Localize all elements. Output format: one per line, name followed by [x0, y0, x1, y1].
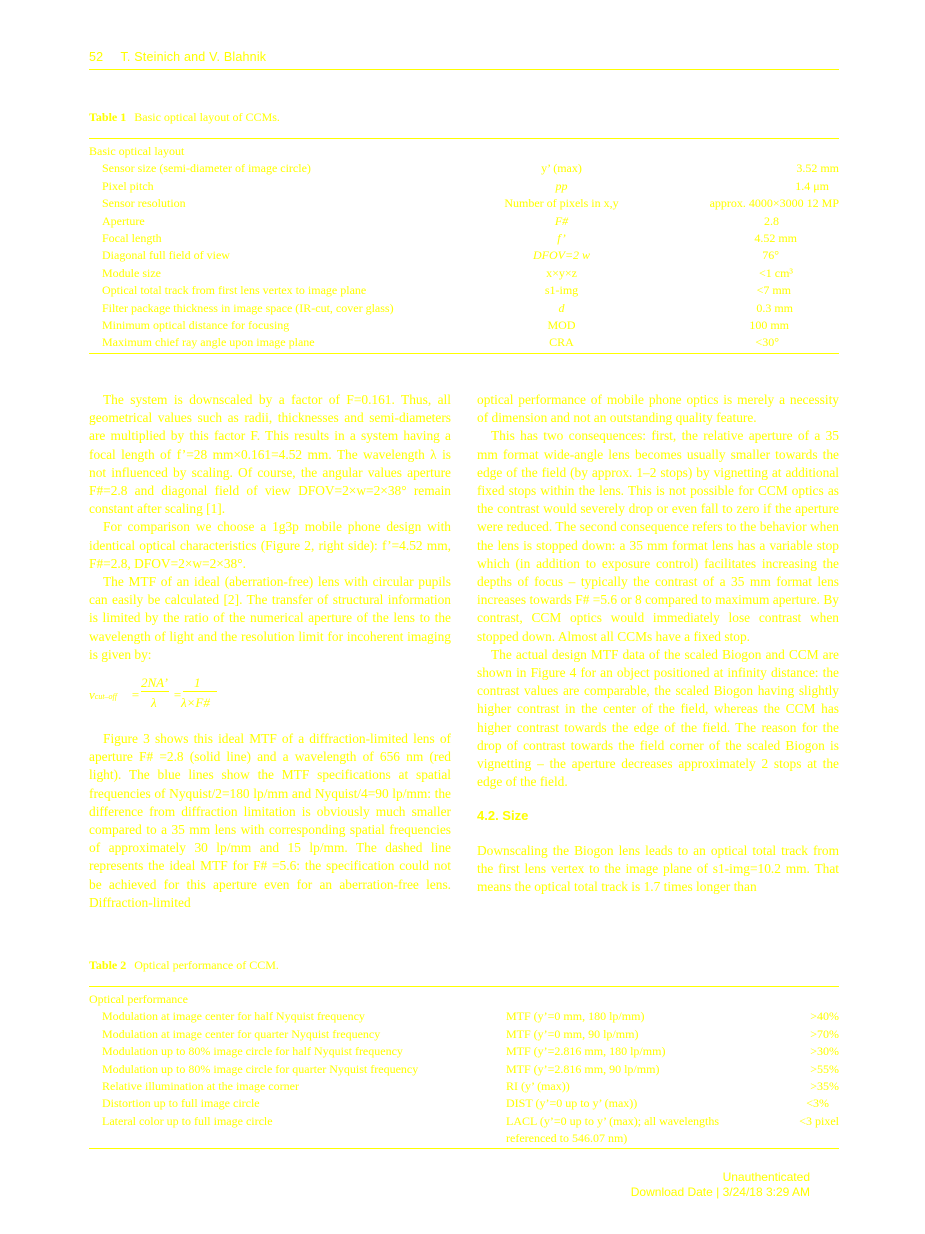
table1-symbol: pp: [555, 178, 568, 193]
table2-symbol: MTF (y’=2.816 mm, 180 lp/mm): [506, 1044, 666, 1059]
table2-symbol: MTF (y’=2.816 mm, 90 lp/mm): [506, 1061, 660, 1076]
table2-caption: [89, 958, 279, 973]
table1-value: 4.52 mm: [754, 231, 797, 246]
table1-value: 1.4 μm: [795, 178, 829, 193]
table-row: [89, 317, 839, 334]
eq-num-1: 2NA’: [141, 675, 168, 691]
eq-lhs-sub: cut–off: [94, 692, 117, 702]
paragraph: optical performance of mobile phone optics is merely a necessity of dimension and not an outstanding quality feature.: [477, 392, 839, 426]
eq-equals-1: =: [131, 687, 140, 703]
table1-value: 2.8: [764, 213, 779, 228]
table2-param: Lateral color up to full image circle: [102, 1113, 273, 1128]
table1-param: Diagonal full field of view: [102, 248, 230, 263]
paragraph: Downscaling the Biogon lens leads to an optical total track from the first lens vertex to the image plane of s1-img=10.2 mm. That means the optical total track is 1.7 times longer than: [477, 842, 839, 895]
table2-value: >70%: [810, 1026, 839, 1041]
table1-param: Focal length: [102, 231, 162, 246]
eq-equals-2: =: [173, 687, 182, 703]
table-row: [89, 1078, 839, 1095]
table2-value: <3 pixel: [799, 1113, 839, 1128]
table1-symbol: f’: [557, 231, 566, 246]
table1-symbol: x×y×z: [546, 265, 577, 280]
table-row: [89, 1061, 839, 1078]
footer-line-1: Unauthenticated: [722, 1170, 810, 1184]
table-row: [89, 334, 839, 351]
table2-section-row: [89, 991, 839, 1008]
header-authors: T. Steinich and V. Blahnik: [120, 50, 267, 64]
eq-den-2: λ×F#: [181, 695, 210, 711]
table1-caption-text: Basic optical layout of CCMs.: [134, 110, 280, 124]
eq-lhs: νcut–off: [89, 687, 117, 703]
table1-section-title: Basic optical layout: [89, 144, 185, 158]
table2-symbol: MTF (y’=0 mm, 90 lp/mm): [506, 1026, 639, 1041]
table2-symbol: LACL (y’=0 up to y’ (max); all wavelengths: [506, 1113, 720, 1128]
download-footer: [631, 1170, 810, 1200]
table-row: [89, 160, 839, 177]
table2-param: Modulation at image center for half Nyquist frequency: [102, 1009, 365, 1024]
table1-value: <1 cm³: [758, 265, 793, 280]
table1-param: Aperture: [102, 213, 145, 228]
table-row: [89, 300, 839, 317]
table1-param: Sensor size (semi-diameter of image circle): [102, 161, 311, 176]
table1: [89, 143, 839, 352]
table2-value: >30%: [810, 1044, 839, 1059]
table2-caption-text: Optical performance of CCM.: [134, 958, 279, 972]
paragraph: The actual design MTF data of the scaled Biogon and CCM are shown in Figure 4 for an object positioned at infinity distance: the contrast values are comparable, the scaled Biogon having slightly higher contrast in the center of the field, whereas the CCM has higher contrast towards the edge of the field. The reason for the drop of contrast towards the field corner of the scaled Biogon is vignetting – the aperture decreases approximately 2 stops at the edge of the field.: [477, 646, 839, 790]
table-row: [89, 230, 839, 247]
table-row: [89, 1008, 839, 1025]
table1-symbol: d: [558, 300, 565, 315]
right-column: [477, 391, 839, 896]
eq-den-1: λ: [151, 695, 157, 711]
table1-symbol: F#: [554, 213, 569, 228]
table1-value: 100 mm: [749, 318, 789, 333]
table1-value: <7 mm: [756, 283, 791, 298]
table1-symbol: MOD: [547, 318, 576, 333]
paragraph: The system is downscaled by a factor of F=0.161. Thus, all geometrical values such as radii, thicknesses and semi-diameters are multiplied by this factor F. This results in a system having a focal length of f’=28 mm×0.161=4.52 mm. The wavelength λ is not influenced by scaling. Of course, the angular values aperture F#=2.8 and diagonal field of view DFOV=2×w=2×38° remain constant after scaling [1].: [89, 392, 451, 517]
table-row: [89, 1095, 839, 1112]
table2-symbol: RI (y’ (max)): [506, 1079, 570, 1094]
footer-line-2: Download Date | 3/24/18 3:29 AM: [630, 1185, 810, 1199]
table2-param: Modulation up to 80% image circle for quarter Nyquist frequency: [102, 1061, 419, 1076]
paragraph: For comparison we choose a 1g3p mobile phone design with identical optical characteristics (Figure 2, right side): f’=4.52 mm, F#=2.8, DFOV=2×w=2×38°.: [89, 519, 451, 571]
table2-section-title: Optical performance: [89, 992, 188, 1006]
table2: [89, 991, 839, 1148]
table2-param: Relative illumination at the image corner: [102, 1079, 299, 1094]
section-heading: 4.2. Size: [477, 808, 529, 824]
table1-value: 3.52 mm: [796, 161, 839, 176]
table1-bottom-rule: [89, 353, 839, 354]
eq-fraction-bar-1: [141, 691, 169, 692]
table2-value: >40%: [810, 1009, 839, 1024]
table2-param: Modulation up to 80% image circle for half Nyquist frequency: [102, 1044, 403, 1059]
table1-value: <30°: [755, 335, 779, 350]
table1-symbol: s1-img: [544, 283, 579, 298]
table1-symbol: y’ (max): [541, 161, 582, 176]
table2-value: >55%: [810, 1061, 839, 1076]
table1-top-rule: [89, 138, 839, 139]
table2-symbol-continued: referenced to 546.07 nm): [506, 1131, 628, 1146]
table1-param: Sensor resolution: [102, 196, 186, 211]
table2-value: <3%: [806, 1096, 829, 1111]
table-row: [89, 178, 839, 195]
table-row: [89, 213, 839, 230]
table1-value: 76°: [762, 248, 779, 263]
page-number: 52: [89, 50, 104, 64]
paragraph: Figure 3 shows this ideal MTF of a diffraction-limited lens of aperture F# =2.8 (solid line) and a wavelength of 656 nm (red light). The blue lines show the MTF specifications at spatial frequencies of Nyquist/2=180 lp/mm and Nyquist/4=90 lp/mm: the difference from diffraction limitation is obviously much smaller compared to a 35 mm lens with corresponding spatial frequencies of approximately 30 lp/mm and 15 lp/mm. The dashed line represents the ideal MTF for F# =5.6: the specification could not be achieved for this aperture even for an aberration-free lens. Diffraction-limited: [89, 731, 451, 910]
table-row: [89, 247, 839, 264]
table1-value: 0.3 mm: [756, 300, 793, 315]
header-rule: [89, 69, 839, 70]
table1-param: Filter package thickness in image space (IR-cut, cover glass): [102, 300, 394, 315]
table1-param: Pixel pitch: [102, 178, 154, 193]
table-row: [89, 1113, 839, 1130]
table-row: [89, 1026, 839, 1043]
running-header: [89, 50, 266, 64]
table-row: [89, 265, 839, 282]
eq-num-2: 1: [194, 675, 201, 691]
table-row: [89, 1043, 839, 1060]
table2-value: >35%: [810, 1079, 839, 1094]
table1-param: Minimum optical distance for focusing: [102, 318, 290, 333]
table2-bottom-rule: [89, 1148, 839, 1149]
table1-symbol: Number of pixels in x,y: [504, 196, 619, 211]
table1-value: approx. 4000×3000 12 MP: [709, 196, 839, 211]
table-row: [89, 282, 839, 299]
table1-symbol: DFOV=2 w: [532, 248, 591, 263]
table1-section-row: [89, 143, 839, 160]
table-row: [89, 195, 839, 212]
paragraph: The MTF of an ideal (aberration-free) lens with circular pupils can easily be calculated [2]. The transfer of structural information is limited by the ratio of the numerical aperture of the lens to the wavelength of light and the resolution limit for incoherent imaging is given by:: [89, 574, 451, 662]
table2-param: Distortion up to full image circle: [102, 1096, 260, 1111]
eq-fraction-bar-2: [183, 691, 217, 692]
table2-top-rule: [89, 986, 839, 987]
table1-symbol: CRA: [549, 335, 574, 350]
table1-caption-label: Table 1: [89, 110, 127, 124]
table-row: [89, 1130, 839, 1147]
table1-param: Maximum chief ray angle upon image plane: [102, 335, 315, 350]
table2-caption-label: Table 2: [89, 958, 127, 972]
paragraph: This has two consequences: first, the relative aperture of a 35 mm format wide-angle lens becomes usually smaller towards the edge of the field (by approx. 1–2 stops) by vignetting at additional fixed stops within the lens. This is not possible for CCM optics as the contrast would severely drop or even fall to zero if the aperture were reduced. The second consequence refers to the behavior when the lens is stopped down: a 35 mm format lens has a variable stop which (in addition to exposure control) facilitates increasing the depths of focus – typically the contrast of a 35 mm format lens increases towards F# =5.6 or 8 compared to maximum aperture. By contrast, CCM optics would immediately lose contrast when stopped down. Almost all CCMs have a fixed stop.: [477, 428, 839, 644]
table1-param: Optical total track from first lens vertex to image plane: [102, 283, 367, 298]
table1-caption: [89, 110, 280, 125]
left-column: [89, 391, 451, 912]
table2-param: Modulation at image center for quarter Nyquist frequency: [102, 1026, 381, 1041]
table1-param: Module size: [102, 265, 161, 280]
table2-symbol: MTF (y’=0 mm, 180 lp/mm): [506, 1009, 645, 1024]
table2-symbol: DIST (y’=0 up to y’ (max)): [506, 1096, 638, 1111]
equation-cutoff: [89, 672, 451, 716]
